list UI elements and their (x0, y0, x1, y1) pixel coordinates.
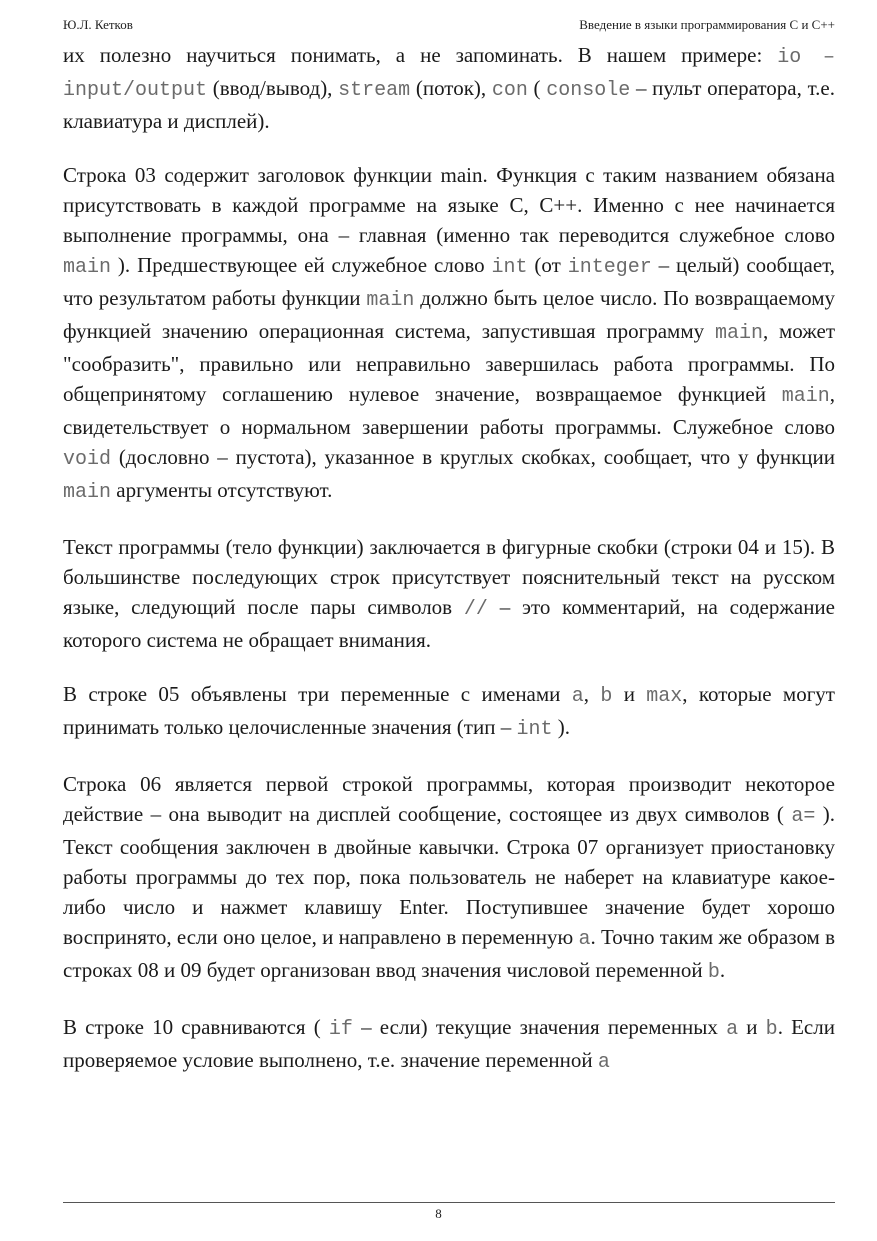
page-header (63, 16, 835, 34)
text-run: – пульт оператора, т.е. клавиатура и дисплей). (63, 76, 835, 133)
inline-code: a (578, 928, 591, 951)
inline-code: b (600, 685, 613, 708)
inline-code: main (714, 322, 763, 345)
inline-code: io – input/output (63, 46, 836, 102)
inline-code: int (491, 256, 528, 279)
text-run: . Если проверяемое условие выполнено, т.е. значение переменной (63, 1015, 835, 1072)
text-run: их полезно научиться понимать, а не запоминать. В нашем примере: (63, 43, 778, 67)
inline-code: a= (791, 805, 816, 828)
text-run: Текст программы (тело функции) заключается в фигурные скобки (строки 04 и 15). В большинстве последующих строк присутствует пояснительный текст на русском языке, следующий после пары символов (63, 535, 835, 619)
text-run: . (719, 958, 726, 982)
text-run: (поток), (410, 76, 492, 100)
paragraph (63, 532, 835, 655)
text-run: , свидетельствует о нормальном завершении работы программы. Служебное слово (63, 382, 835, 439)
text-run: (ввод/вывод), (207, 76, 339, 100)
text-run: и (738, 1015, 766, 1039)
inline-code: main (366, 289, 415, 312)
text-run: . Точно таким же образом в строках 08 и 09 будет организован ввод значения числовой переменной (63, 925, 836, 982)
text-run: (дословно – пустота), указанное в круглых скобках, сообщает, что у функции (111, 445, 835, 469)
inline-code: a (726, 1018, 739, 1041)
text-run: , (583, 682, 601, 706)
paragraph (63, 679, 835, 745)
header-book-title: Введение в языки программирования С и С++ (579, 17, 835, 32)
inline-code: int (516, 718, 553, 741)
text-run: – если) текущие значения переменных (352, 1015, 727, 1039)
inline-code: console (546, 79, 631, 102)
inline-code: integer (567, 256, 652, 279)
inline-code: main (781, 385, 830, 408)
inline-code: b (765, 1018, 778, 1041)
inline-code: a (571, 685, 584, 708)
text-run: – это комментарий, на содержание которого система не обращает внимания. (63, 595, 835, 652)
inline-code: b (707, 961, 720, 984)
paragraph (63, 160, 835, 508)
inline-code: // (463, 598, 488, 621)
text-run: ( (527, 76, 547, 100)
footer-divider (63, 1202, 835, 1203)
document-body (63, 40, 835, 1102)
text-run: ). Предшествующее ей служебное слово (111, 253, 492, 277)
inline-code: con (491, 79, 528, 102)
header-author: Ю.Л. Кетков (63, 17, 133, 32)
paragraph (63, 40, 835, 136)
inline-code: void (63, 448, 112, 471)
text-run: В строке 10 сравниваются ( (63, 1015, 329, 1039)
text-run: ). Текст сообщения заключен в двойные кавычки. Строка 07 организует приостановку работы программы до тех пор, пока пользователь не наберет на клавиатуре какое-либо число и нажмет клавишу Enter. Поступившее значение будет хорошо воспринято, если оно целое, и направлено в переменную (63, 802, 835, 949)
inline-code: stream (338, 79, 411, 102)
text-run: , которые могут принимать только целочисленные значения (тип – (63, 682, 835, 739)
paragraph (63, 1012, 835, 1078)
page-number: 8 (435, 1206, 442, 1221)
text-run: должно быть целое число. По возвращаемому функцией значению операционная система, запустившая программу (63, 286, 836, 343)
inline-code: main (63, 256, 112, 279)
text-run: ). (552, 715, 570, 739)
text-run: Строка 06 является первой строкой программы, которая производит некоторое действие – она выводит на дисплей сообщение, состоящее из двух символов ( (63, 772, 835, 826)
inline-code: if (328, 1018, 353, 1041)
inline-code: main (63, 481, 112, 504)
inline-code: max (646, 685, 683, 708)
text-run: , может "сообразить", правильно или неправильно завершилась работа программы. По общепринятому соглашению нулевое значение, возвращаемое функцией (63, 319, 835, 406)
text-run: и (612, 682, 647, 706)
text-run: Строка 03 содержит заголовок функции main. Функция с таким названием обязана присутствовать в каждой программе на языке С, С++. Именно с нее начинается выполнение программы, она – главная (именно так переводится служебное слово (63, 163, 835, 247)
inline-code: a (597, 1051, 610, 1074)
paragraph (63, 769, 835, 988)
text-run: (от (527, 253, 568, 277)
text-run: аргументы отсутствуют. (111, 478, 333, 502)
text-run: В строке 05 объявлены три переменные с именами (63, 682, 572, 706)
text-run: – целый) сообщает, что результатом работы функции (63, 253, 835, 310)
